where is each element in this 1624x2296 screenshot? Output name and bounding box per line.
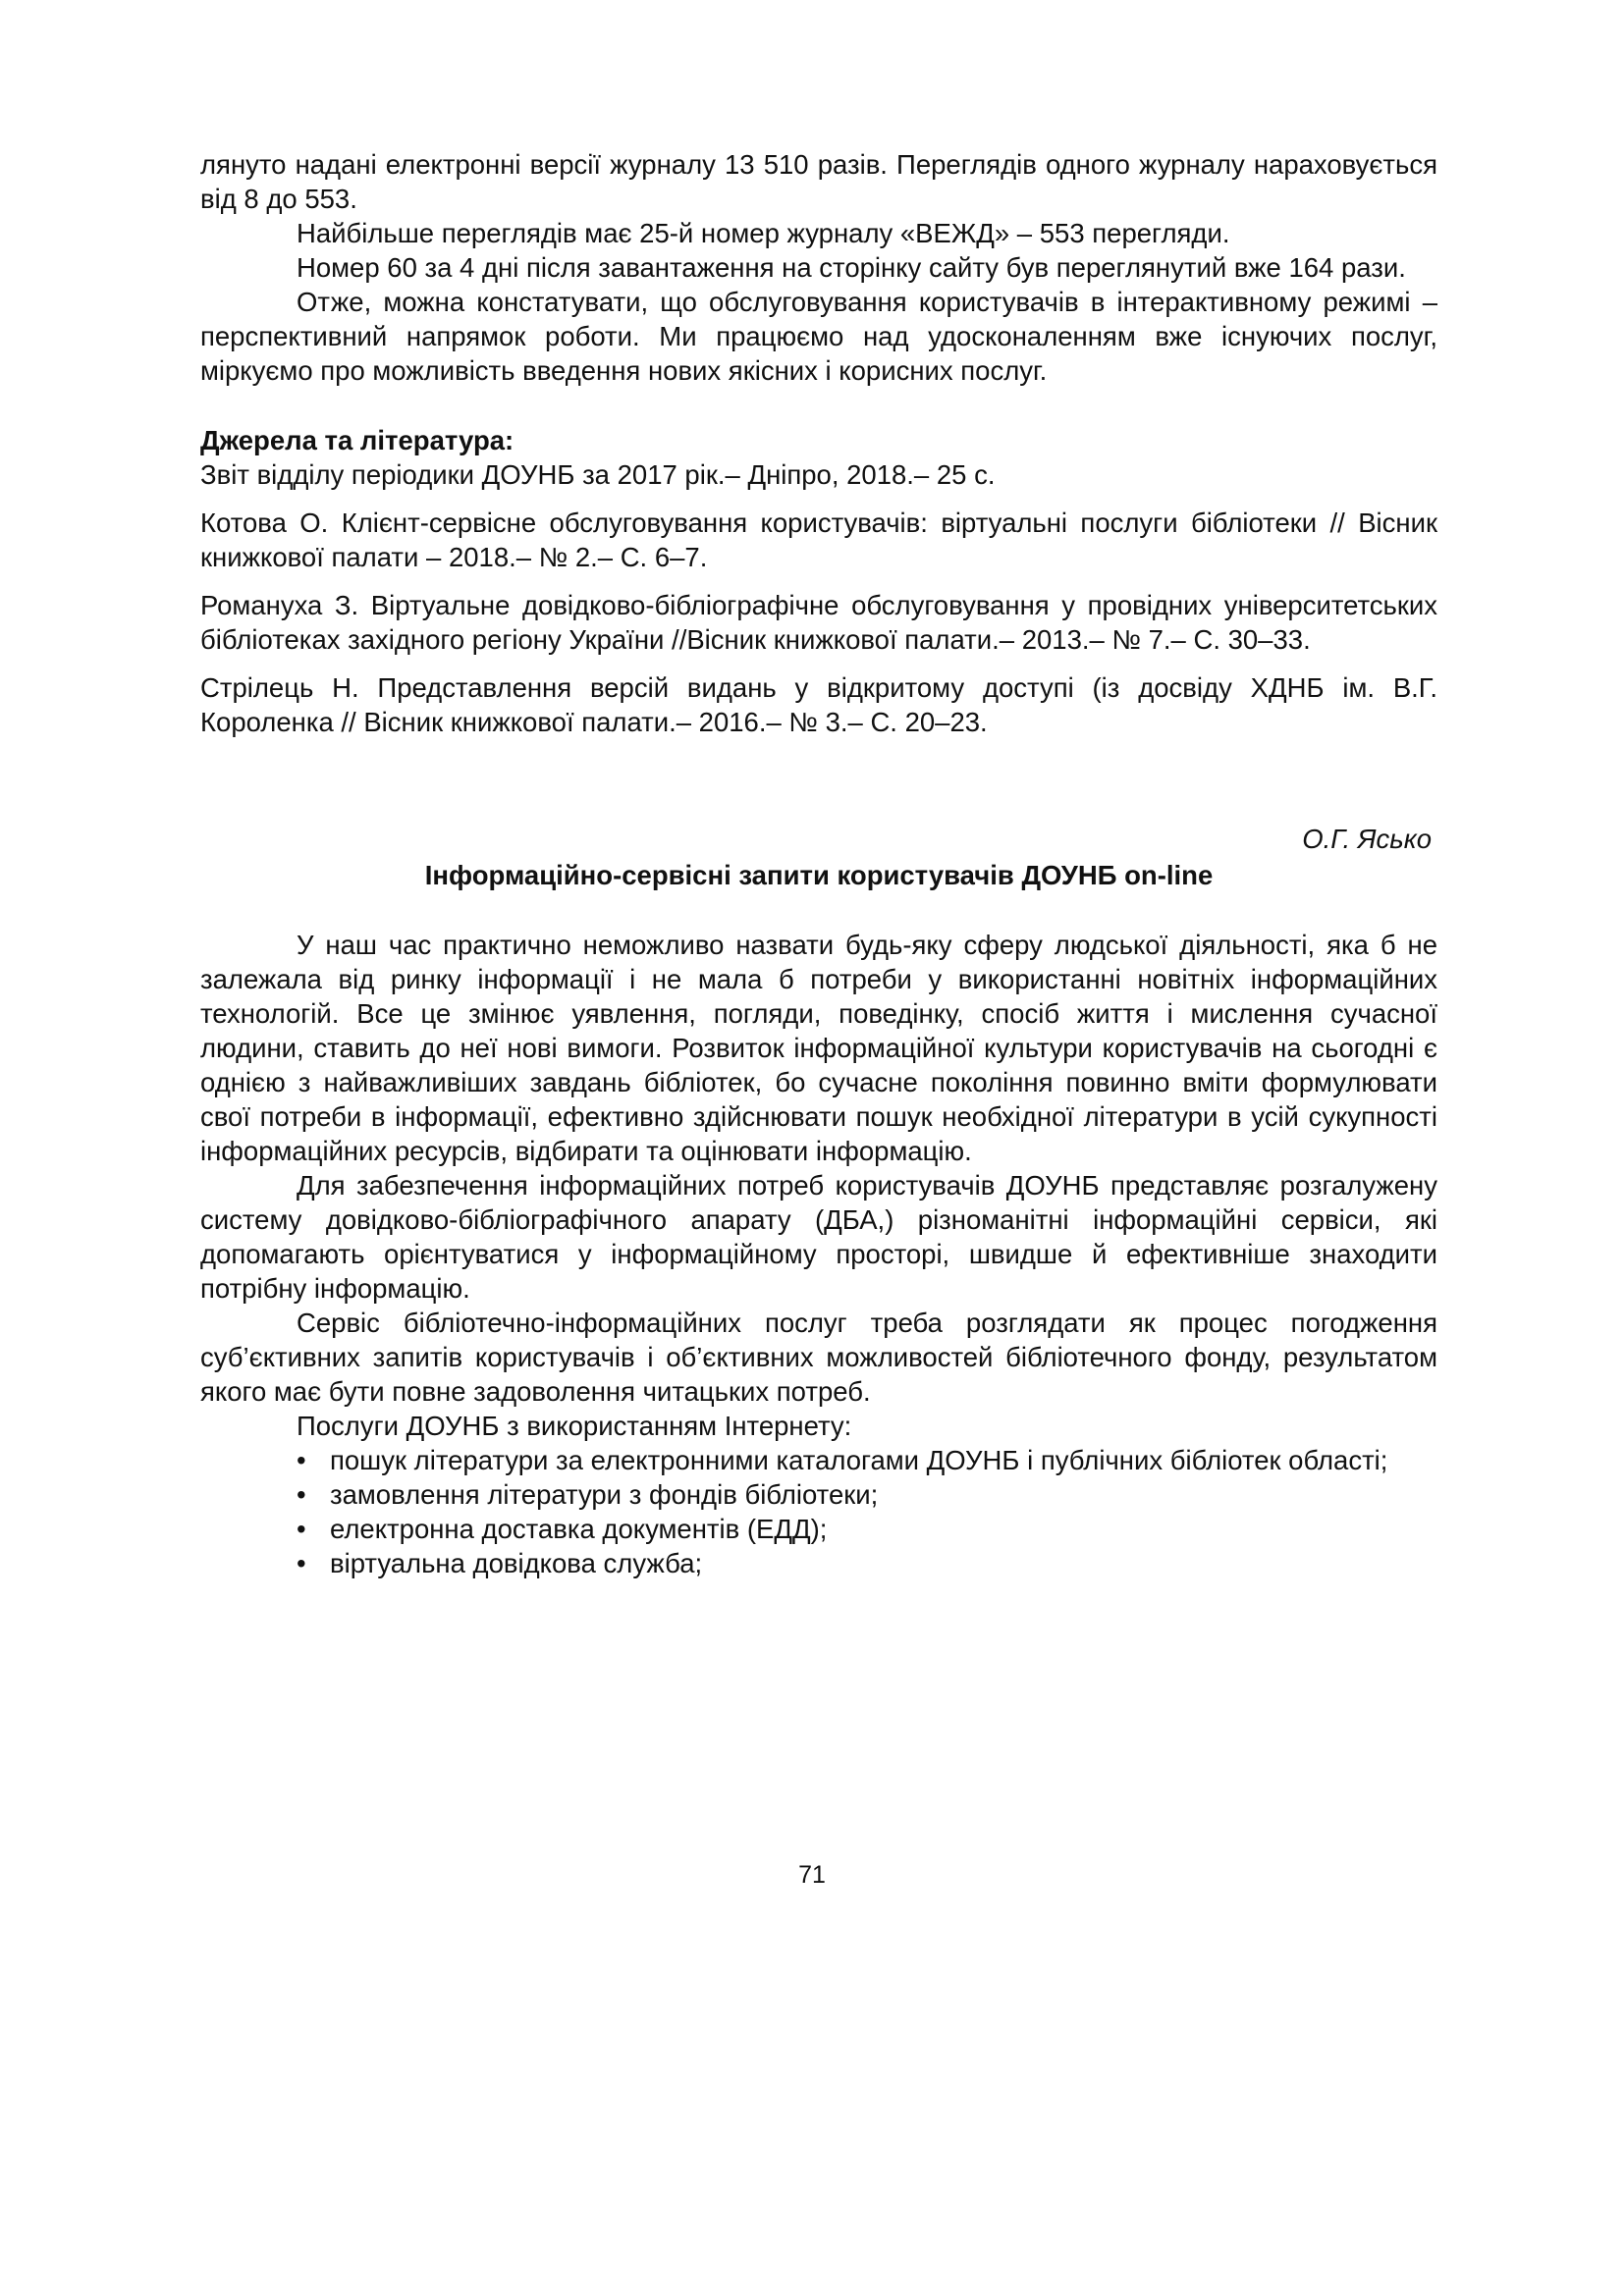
sources-heading: Джерела та література:	[200, 425, 514, 455]
paragraph: У наш час практично неможливо назвати будь-яку сферу людської діяльності, яка б не залежала від ринку інформації і не мала б потреби у використанні новітніх інформаційних технологій. Все це змінює уявлення, погляди, поведінку, спосіб життя і мислення сучасної людини, ставить до неї нові вимоги. Розвиток інформаційної культури користувачів на сьогодні є однією з найважливіших завдань бібліотек, бо сучасне покоління повинно вміти формулювати свої потреби в інформації, ефективно здійснювати пошук необхідної літератури в усій сукупності інформаційних ресурсів, відбирати та оцінювати інформацію.	[200, 930, 1437, 1166]
reference-item: Звіт відділу періодики ДОУНБ за 2017 рік.– Дніпро, 2018.– 25 с.	[200, 459, 996, 490]
paragraph: Послуги ДОУНБ з використанням Інтернету:	[297, 1411, 852, 1441]
article-title: Інформаційно-сервісні запити користувачів ДОУНБ on-line	[424, 860, 1214, 890]
bullet-icon: •	[297, 1445, 306, 1475]
list-item-text: замовлення літератури з фондів бібліотеки;	[330, 1479, 879, 1510]
list-item-text: пошук літератури за електронними каталогами ДОУНБ і публічних бібліотек області;	[330, 1445, 1388, 1475]
bullet-icon: •	[297, 1479, 306, 1510]
paragraph: лянуто надані електронні версії журналу 13 510 разів. Переглядів одного журналу нараховується від 8 до 553.	[200, 149, 1437, 214]
list-item	[200, 1477, 1437, 1512]
paragraph: Отже, можна констатувати, що обслуговування користувачів в інтерактивному режимі – перспективний напрямок роботи. Ми працюємо над удосконаленням вже існуючих послуг, міркуємо про можливість введення нових якісних і корисних послуг.	[200, 287, 1437, 386]
article-author: О.Г. Ясько	[1302, 824, 1432, 854]
continuation-section	[200, 147, 1437, 388]
list-item	[200, 1546, 1437, 1580]
reference-item: Романуха З. Віртуальне довідково-бібліографічне обслуговування у провідних університетських бібліотеках західного регіону України //Вісник книжкової палати.– 2013.– № 7.– С. 30–33.	[200, 590, 1437, 655]
paragraph: Найбільше переглядів має 25-й номер журналу «ВЕЖД» – 553 перегляди.	[297, 218, 1230, 248]
bullet-icon: •	[297, 1514, 306, 1544]
paragraph: Номер 60 за 4 дні після завантаження на сторінку сайту був переглянутий вже 164 рази.	[297, 252, 1406, 283]
sources-list	[200, 457, 1437, 739]
services-list	[200, 1443, 1437, 1580]
bullet-icon: •	[297, 1548, 306, 1578]
list-item	[200, 1512, 1437, 1546]
list-item-text: електронна доставка документів (ЕДД);	[330, 1514, 828, 1544]
page-number: 71	[798, 1861, 826, 1889]
paragraph: Сервіс бібліотечно-інформаційних послуг треба розглядати як процес погодження суб’єктивних запитів користувачів і об’єктивних можливостей бібліотечного фонду, результатом якого має бути повне задоволення читацьких потреб.	[200, 1308, 1437, 1407]
document-page	[200, 147, 1437, 1580]
article-body	[200, 928, 1437, 1443]
paragraph: Для забезпечення інформаційних потреб користувачів ДОУНБ представляє розгалужену систему довідково-бібліографічного апарату (ДБА,) різноманітні інформаційні сервіси, які допомагають орієнтуватися у інформаційному просторі, швидше й ефективніше знаходити потрібну інформацію.	[200, 1170, 1437, 1304]
list-item-text: віртуальна довідкова служба;	[330, 1548, 703, 1578]
reference-item: Стрілець Н. Представлення версій видань у відкритому доступі (із досвіду ХДНБ ім. В.Г. Короленка // Вісник книжкової палати.– 2016.– № 3.– С. 20–23.	[200, 672, 1437, 737]
reference-item: Котова О. Клієнт-сервісне обслуговування користувачів: віртуальні послуги бібліотеки // Вісник книжкової палати – 2018.– № 2.– С. 6–7.	[200, 507, 1437, 572]
list-item	[200, 1443, 1437, 1477]
